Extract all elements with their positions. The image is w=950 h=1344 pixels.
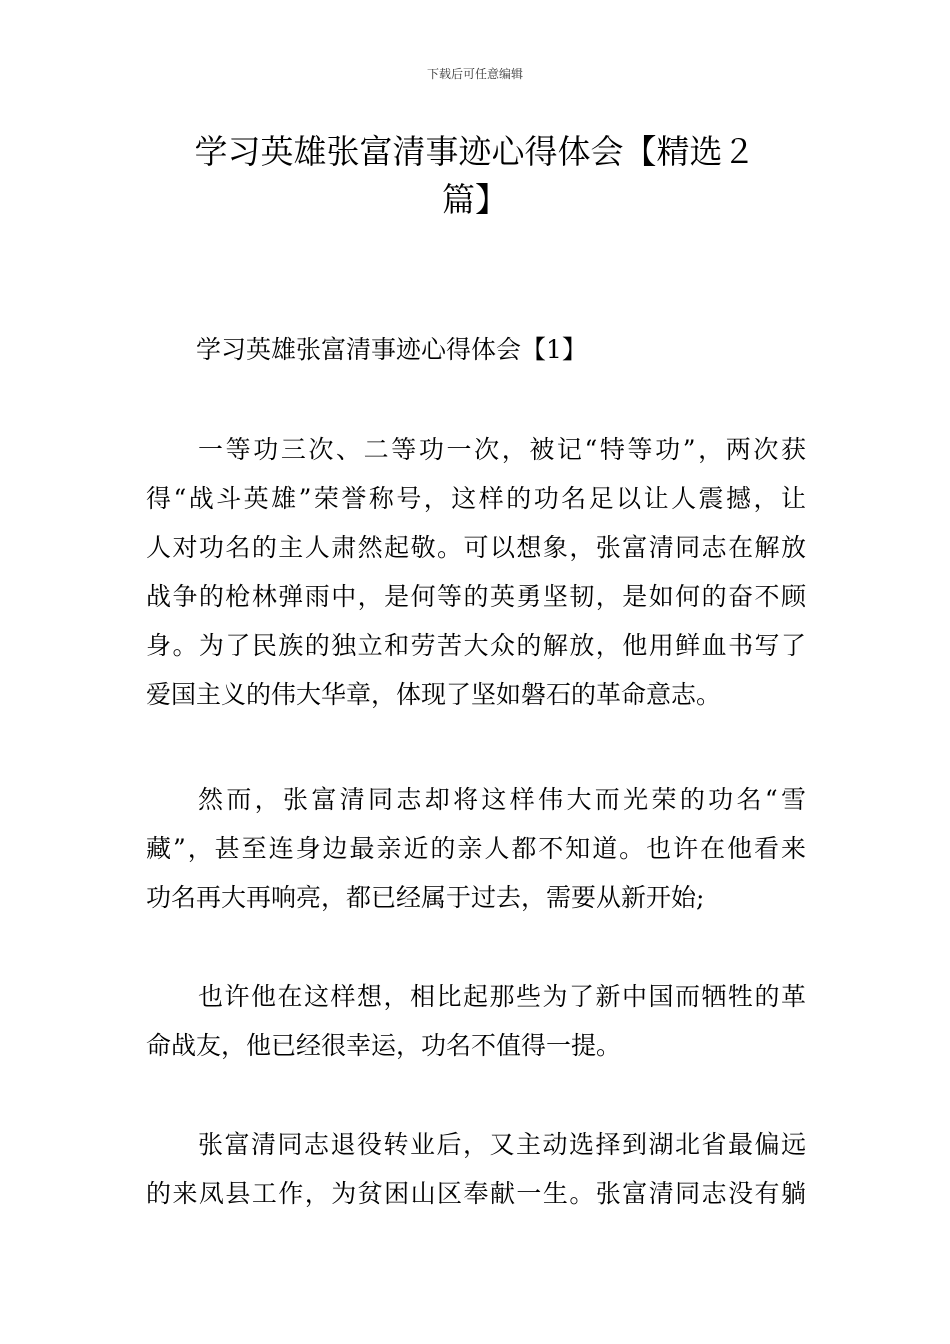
paragraph-line: 战争的枪林弹雨中，是何等的英勇坚韧，是如何的奋不顾 — [146, 582, 806, 611]
document-title-line: 学习英雄张富清事迹心得体会【精选２ — [194, 132, 756, 171]
paragraph — [146, 972, 806, 1070]
paragraph-line: 得“战斗英雄”荣誉称号，这样的功名足以让人震撼，让 — [146, 484, 806, 513]
paragraph — [146, 425, 806, 719]
paragraph-line: 的来凤县工作，为贫困山区奉献一生。张富清同志没有躺 — [146, 1179, 806, 1208]
paragraph-line: 命战友，他已经很幸运，功名不值得一提。 — [146, 1031, 622, 1060]
paragraph-line: 一等功三次、二等功一次，被记“特等功”，两次获 — [198, 435, 806, 464]
document-title-line: 篇】 — [442, 180, 508, 219]
header-note: 下载后可任意编辑 — [426, 67, 523, 81]
document-title — [175, 128, 775, 224]
paragraph-line: 然而，张富清同志却将这样伟大而光荣的功名“雪 — [198, 785, 806, 814]
paragraph — [146, 775, 806, 922]
paragraph-line: 身。为了民族的独立和劳苦大众的解放，他用鲜血书写了 — [146, 631, 806, 660]
paragraph — [146, 1120, 806, 1218]
paragraph-line: 爱国主义的伟大华章，体现了坚如磐石的革命意志。 — [146, 680, 722, 709]
paragraph-line: 藏”，甚至连身边最亲近的亲人都不知道。也许在他看来 — [146, 834, 806, 863]
paragraph-line: 人对功名的主人肃然起敬。可以想象，张富清同志在解放 — [146, 533, 806, 562]
paragraph-line: 张富清同志退役转业后，又主动选择到湖北省最偏远 — [198, 1130, 806, 1159]
section-heading: 学习英雄张富清事迹心得体会【1】 — [196, 335, 587, 364]
paragraph-line: 也许他在这样想，相比起那些为了新中国而牺牲的革 — [198, 982, 806, 1011]
paragraph-line: 功名再大再响亮，都已经属于过去，需要从新开始; — [146, 883, 705, 912]
